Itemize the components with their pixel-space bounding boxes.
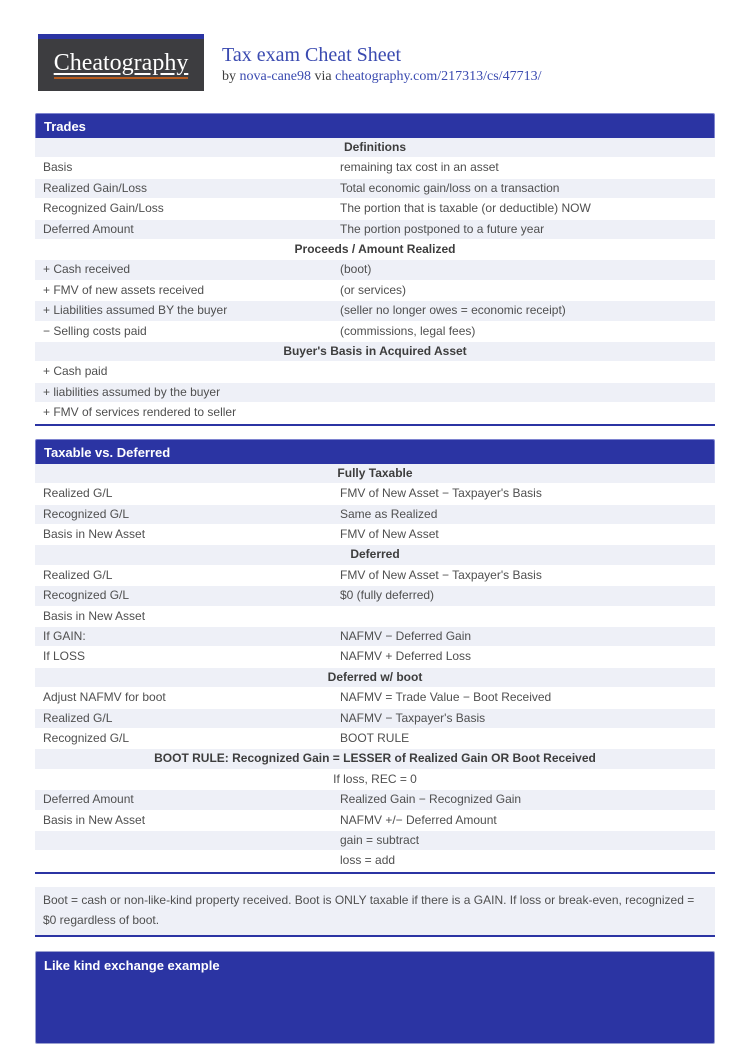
section <box>35 951 715 1044</box>
subheader-row: Deferred w/ boot <box>35 668 715 688</box>
row-left-cell <box>35 831 332 850</box>
row-right-cell: FMV of New Asset − Taxpayer's Basis <box>340 486 542 501</box>
row-right-cell: gain = subtract <box>340 833 420 847</box>
section-rows <box>35 138 715 426</box>
sheet-url-link[interactable]: cheatography.com/217313/cs/47713/ <box>335 69 542 84</box>
table-row <box>35 260 715 280</box>
table-row <box>35 505 715 525</box>
row-left-cell: Realized G/L <box>43 710 113 725</box>
row-right-cell: Same as Realized <box>340 506 438 521</box>
row-left-cell: Recognized G/L <box>43 588 130 603</box>
subheader-row: BOOT RULE: Recognized Gain = LESSER of Realized Gain OR Boot Received <box>35 749 715 769</box>
section-rows <box>35 464 715 874</box>
row-left-cell: Basis in New Asset <box>43 608 146 623</box>
row-right-cell: $0 (fully deferred) <box>340 588 435 603</box>
byline <box>222 69 541 85</box>
table-row <box>35 322 715 342</box>
table-row <box>35 729 715 749</box>
table-row <box>35 199 715 219</box>
row-left-cell: + Liabilities assumed BY the buyer <box>43 303 228 318</box>
row-left-cell: Deferred Amount <box>43 221 134 236</box>
row-right-cell: The portion that is taxable (or deductible) NOW <box>340 201 591 216</box>
row-left-cell: Recognized Gain/Loss <box>43 201 164 216</box>
row-right-cell: BOOT RULE <box>340 730 410 745</box>
table-row <box>35 790 715 810</box>
byline-via: via <box>314 69 332 84</box>
row-right-cell: remaining tax cost in an asset <box>340 160 499 175</box>
table-row <box>35 647 715 667</box>
row-left-cell: If LOSS <box>43 649 86 664</box>
subheader-row: Fully Taxable <box>35 464 715 484</box>
row-right-cell <box>332 607 715 626</box>
section-note: Boot = cash or non-like-kind property received. Boot is ONLY taxable if there is a GAIN. If loss or break-even, recognized = $0 regardless of boot. <box>35 887 715 937</box>
table-row <box>35 709 715 729</box>
row-left-cell: Recognized G/L <box>43 730 130 745</box>
row-right-cell: loss = add <box>340 853 396 868</box>
center-row: If loss, REC = 0 <box>35 770 715 790</box>
byline-prefix: by <box>222 69 236 84</box>
row-left-cell: Basis in New Asset <box>43 526 146 541</box>
row-left-cell: Basis in New Asset <box>43 812 146 827</box>
row-right-cell: (boot) <box>340 262 372 277</box>
row-right-cell <box>332 383 715 402</box>
row-right-cell: NAFMV +/− Deferred Amount <box>340 812 497 827</box>
row-left-cell: + Cash received <box>43 262 131 277</box>
table-row <box>35 627 715 647</box>
row-right-cell: NAFMV − Deferred Gain <box>340 628 472 643</box>
cheatography-logo-text: Cheatography <box>54 51 189 79</box>
row-right-cell: FMV of New Asset <box>340 526 439 541</box>
section <box>35 439 715 874</box>
table-row <box>35 525 715 545</box>
row-left-cell: + liabilities assumed by the buyer <box>43 384 221 399</box>
row-right-cell: NAFMV − Taxpayer's Basis <box>340 710 486 725</box>
table-row <box>35 220 715 240</box>
row-right-cell: Total economic gain/loss on a transaction <box>340 180 560 195</box>
row-right-cell <box>332 362 715 381</box>
table-row <box>35 301 715 321</box>
row-left-cell: − Selling costs paid <box>43 323 147 338</box>
row-right-cell: NAFMV + Deferred Loss <box>340 649 472 664</box>
table-row <box>35 688 715 708</box>
row-left-cell: + FMV of new assets received <box>43 282 205 297</box>
row-left-cell: + FMV of services rendered to seller <box>43 405 237 420</box>
table-row <box>35 383 715 403</box>
table-row <box>35 586 715 606</box>
row-right-cell: The portion postponed to a future year <box>340 221 545 236</box>
row-left-cell: + Cash paid <box>43 364 108 379</box>
row-left-cell: Recognized G/L <box>43 506 130 521</box>
row-right-cell: FMV of New Asset − Taxpayer's Basis <box>340 567 542 582</box>
table-row <box>35 831 715 851</box>
row-left-cell: Adjust NAFMV for boot <box>43 690 166 705</box>
section-header: Taxable vs. Deferred <box>35 439 715 464</box>
subheader-row: Definitions <box>35 138 715 158</box>
section-header: Like kind exchange example <box>44 957 220 973</box>
section <box>35 113 715 426</box>
table-row <box>35 158 715 178</box>
row-right-cell: NAFMV = Trade Value − Boot Received <box>340 690 552 705</box>
subheader-row: Deferred <box>35 545 715 565</box>
table-row <box>35 362 715 382</box>
row-right-cell: (seller no longer owes = economic receipt) <box>340 303 566 318</box>
subheader-row: Proceeds / Amount Realized <box>35 240 715 260</box>
row-left-cell <box>35 851 332 870</box>
table-row <box>35 403 715 423</box>
row-left-cell: Realized G/L <box>43 486 113 501</box>
table-row <box>35 607 715 627</box>
table-row <box>35 281 715 301</box>
row-left-cell: Basis <box>43 160 73 175</box>
row-right-cell: (commissions, legal fees) <box>340 323 476 338</box>
row-left-cell: If GAIN: <box>43 628 86 643</box>
table-row <box>35 566 715 586</box>
title-block <box>222 44 541 85</box>
cheatography-logo[interactable] <box>38 34 204 91</box>
row-left-cell: Realized G/L <box>43 567 113 582</box>
table-row <box>35 811 715 831</box>
row-left-cell: Deferred Amount <box>43 792 134 807</box>
page-header <box>0 0 750 113</box>
author-link[interactable]: nova-cane98 <box>239 69 312 84</box>
section-header: Trades <box>35 113 715 138</box>
row-right-cell: (or services) <box>340 282 407 297</box>
row-left-cell: Realized Gain/Loss <box>43 180 148 195</box>
page-title: Tax exam Cheat Sheet <box>222 44 402 66</box>
table-row <box>35 179 715 199</box>
subheader-row: Buyer's Basis in Acquired Asset <box>35 342 715 362</box>
table-row <box>35 484 715 504</box>
row-right-cell <box>332 403 715 422</box>
row-right-cell: Realized Gain − Recognized Gain <box>340 792 522 807</box>
table-row <box>35 851 715 871</box>
sections <box>0 113 750 1044</box>
